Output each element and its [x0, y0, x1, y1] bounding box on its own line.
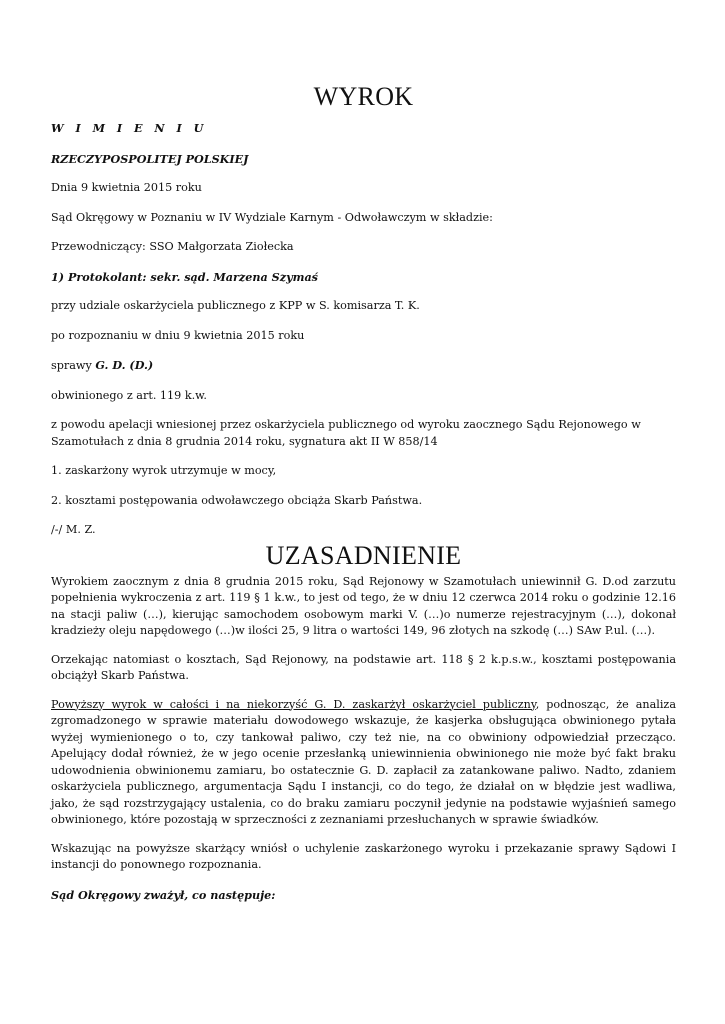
paragraph-3-rest: , podnosząc, że analiza zgromadzonego w sprawie materiału dowodowego wskazuje, że kasjerka obsługująca obwinionego pytała wyżej wymienionego o to, czy tankował paliwo, czy też nie, na co obwiniony odpowiedział przecząco. Apelujący dodał również, że w jego ocenie przesłanką uniewinnienia obwinionego nie może być fakt braku udowodnienia obwinionemu zamiaru, bo ostatecznie G. D. zapłacił za zatankowane paliwo. Nadto, zdaniem oskarżyciela publicznego, argumentacja Sądu I instancji, co do tego, że działał on w błędzie jest wadliwa, jako, że sąd rozstrzygający ustalenia, co do braku zamiaru poczynił jedynie na podstawie wyjaśnień samego obwinionego, które pozostają w sprzeczności z zeznaniami przesłuchanych w sprawie świadków. — [51, 697, 676, 826]
w-imieniu-line: W I M I E N I U — [51, 121, 208, 135]
justification-paragraph-2: Orzekając natomiast o kosztach, Sąd Rejonowy, na podstawie art. 118 § 2 k.p.s.w., kosztami postępowania obciążył Skarb Państwa. — [51, 652, 676, 682]
hearing-line: po rozpoznaniu w dniu 9 kwietnia 2015 roku — [51, 328, 305, 342]
document-title: WYROK — [313, 82, 414, 111]
document-page — [51, 82, 676, 903]
justification-paragraph-4: Wskazując na powyższe skarżący wniósł o uchylenie zaskarżonego wyroku i przekazanie sprawy Sądowi I instancji do ponownego rozpoznania. — [51, 841, 676, 871]
justification-paragraph-3 — [51, 697, 676, 829]
justification-paragraph-1: Wyrokiem zaocznym z dnia 8 grudnia 2015 roku, Sąd Rejonowy w Szamotułach uniewinnił G. D.od zarzutu popełnienia wykroczenia z art. 119 § 1 k.w., to jest od tego, że w dniu 12 czerwca 2014 roku o godzinie 12.16 na stacji paliw (…), kierując samochodem osobowym marki V. (…)o numerze rejestracyjnym (…), dokonał kradzieży oleju napędowego (…)w ilości 25, 9 litra o wartości 149, 96 złotych na szkodę (…) SAw P.ul. (…). — [51, 574, 676, 637]
justification-paragraph-5: Sąd Okręgowy zważył, co następuje: — [51, 887, 276, 902]
justification-title: UZASADNIENIE — [265, 540, 462, 570]
charge-line: obwinionego z art. 119 k.w. — [51, 388, 207, 402]
underlined-phrase: Powyższy wyrok w całości i na niekorzyść G. D. zaskarżył oskarżyciel publiczny — [51, 697, 536, 711]
verdict-item-1: 1. zaskarżony wyrok utrzymuje w mocy, — [51, 464, 277, 477]
appeal-paragraph: z powodu apelacji wniesionej przez oskarżyciela publicznego od wyroku zaocznego Sądu Rejonowego w Szamotułach z dnia 8 grudnia 2014 roku, sygnatura akt II W 858/14 — [51, 418, 641, 448]
chair-line: Przewodniczący: SSO Małgorzata Ziołecka — [51, 240, 294, 253]
signature-line: /-/ M. Z. — [51, 523, 96, 536]
clerk-line: 1) Protokolant: sekr. sąd. Marzena Szymaś — [51, 269, 318, 284]
verdict-item-2: 2. kosztami postępowania odwoławczego obciąża Skarb Państwa. — [51, 493, 423, 507]
prosecutor-line: przy udziale oskarżyciela publicznego z KPP w S. komisarza T. K. — [51, 299, 420, 312]
court-line: Sąd Okręgowy w Poznaniu w IV Wydziale Karnym - Odwoławczym w składzie: — [51, 210, 493, 224]
date-line: Dnia 9 kwietnia 2015 roku — [51, 181, 202, 194]
case-line — [51, 357, 676, 375]
case-prefix: sprawy — [51, 359, 96, 372]
rzeczypospolitej-line: RZECZYPOSPOLITEJ POLSKIEJ — [51, 151, 249, 166]
case-name: G. D. (D.) — [95, 358, 154, 372]
